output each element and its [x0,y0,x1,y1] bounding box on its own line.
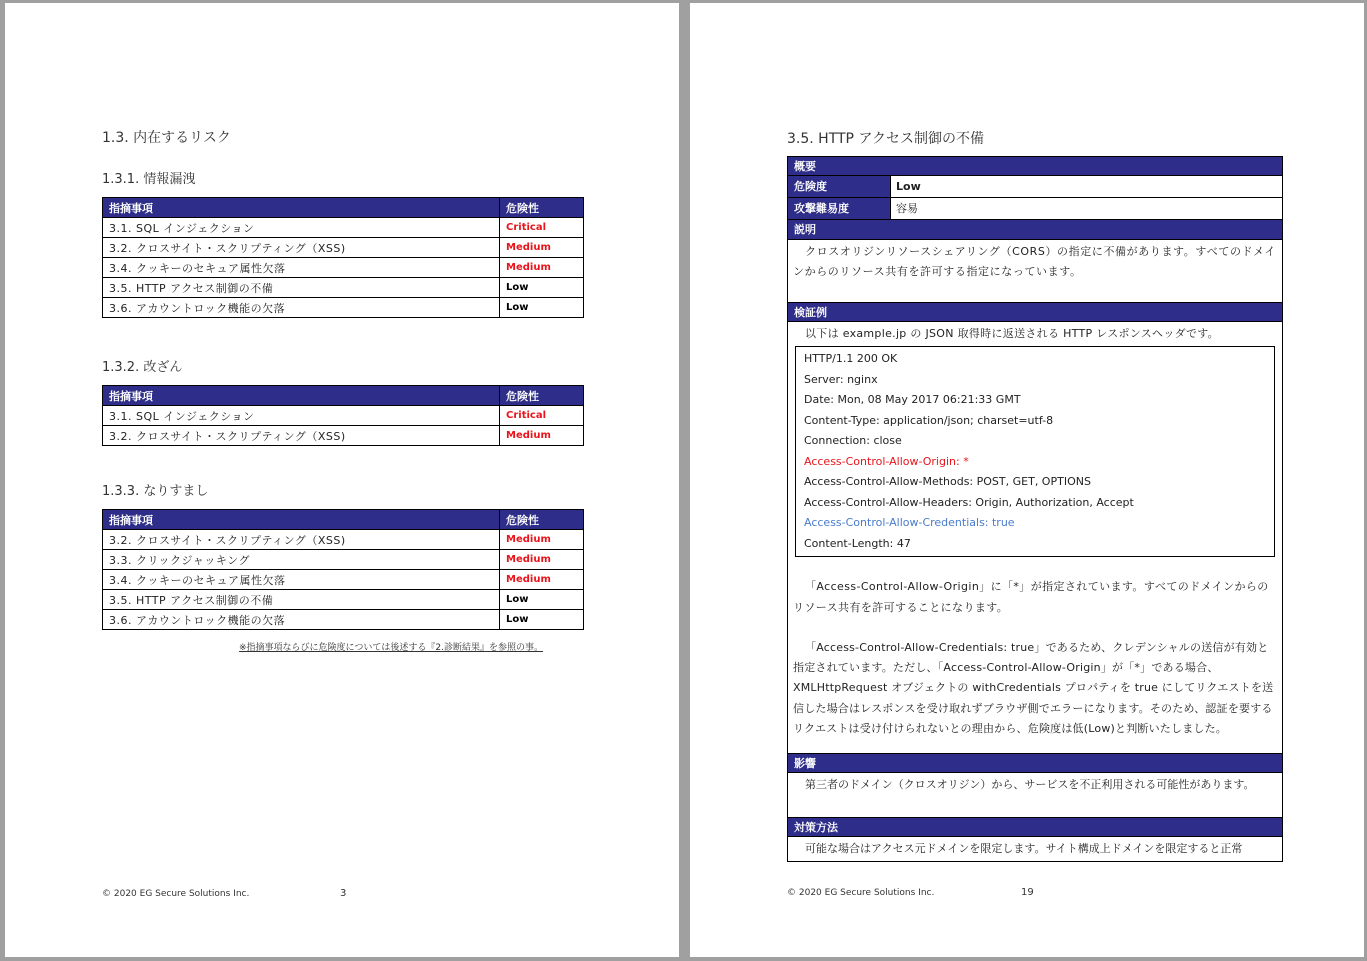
risk-row [787,176,1283,198]
table-row [103,238,584,258]
item-cell: 3.4. クッキーのセキュア属性欠落 [103,570,500,590]
finding-detail [787,156,1283,862]
risk-cell: Medium [500,426,584,446]
risk-cell: Medium [500,238,584,258]
code-line: Date: Mon, 08 May 2017 06:21:33 GMT [804,393,1021,407]
item-cell: 3.2. クロスサイト・スクリプティング（XSS) [103,530,500,550]
reference-note: ※指摘事項ならびに危険度については後述する『2.診断結果』を参照の事。 [239,643,543,653]
subsection-title-leak: 1.3.1. 情報漏洩 [102,172,196,187]
difficulty-label: 攻撃難易度 [788,198,891,219]
explanation-paragraph-1: 「Access-Control-Allow-Origin」に「*」が指定されています。すべてのドメインからのリソース共有を許可することになります。 [793,580,1269,614]
page-number: 3 [340,888,347,899]
code-line: Content-Type: application/json; charset=utf-8 [804,413,1054,427]
table-row [103,218,584,238]
risk-cell: Medium [500,550,584,570]
item-cell: 3.5. HTTP アクセス制御の不備 [103,590,500,610]
description-text: クロスオリジンリソースシェアリング（CORS）の指定に不備があります。すべてのドメインからのリソース共有を許可する指定になっています。 [787,240,1283,302]
risk-value: Low [896,180,921,193]
subsection-title-tamper: 1.3.2. 改ざん [102,360,183,375]
table-row [103,406,584,426]
difficulty-value: 容易 [896,202,918,215]
verification-section [787,322,1283,753]
subsection-title-spoof: 1.3.3. なりすまし [102,484,209,499]
code-line-highlight-origin: Access-Control-Allow-Origin: * [804,454,969,468]
item-cell: 3.4. クッキーのセキュア属性欠落 [103,258,500,278]
item-cell: 3.1. SQL インジェクション [103,218,500,238]
code-line: Access-Control-Allow-Methods: POST, GET, OPTIONS [804,475,1091,489]
table-row [103,550,584,570]
risk-cell: Low [500,610,584,630]
code-line: HTTP/1.1 200 OK [804,352,898,366]
page-number: 19 [1021,887,1034,898]
explanation-paragraph-2: 「Access-Control-Allow-Credentials: true」であるため、クレデンシャルの送信が有効と指定されています。ただし、「Access-Control-Allow-Origin」が「*」である場合、XMLHttpRequest オブジェクトの withCredentials プロパティを true にしてリクエストを送信した場合はレスポンスを受け取れずブラウザ側でエラーになります。そのため、認証を要するリクエストは受け付けられないとの理由から、危険度は低(Low)と判断いたしました。 [793,640,1274,736]
table-row [103,426,584,446]
item-cell: 3.6. アカウントロック機能の欠落 [103,610,500,630]
description-bar: 説明 [787,220,1283,240]
document-page-left [5,3,679,957]
countermeasure-bar: 対策方法 [787,817,1283,837]
header-risk: 危険性 [500,198,584,218]
item-cell: 3.3. クリックジャッキング [103,550,500,570]
table-row [103,570,584,590]
table-row [103,258,584,278]
table-row [103,610,584,630]
risk-cell: Critical [500,218,584,238]
document-page-right [690,3,1364,957]
risk-cell: Medium [500,530,584,550]
response-header-code [795,346,1275,557]
risk-cell: Low [500,278,584,298]
item-cell: 3.2. クロスサイト・スクリプティング（XSS) [103,426,500,446]
risk-cell: Critical [500,406,584,426]
countermeasure-text: 可能な場合はアクセス元ドメインを限定します。サイト構成上ドメインを限定すると正常 [787,837,1283,862]
footer-copyright: © 2020 EG Secure Solutions Inc. [787,888,935,898]
code-line: Content-Length: 47 [804,536,911,550]
header-item: 指摘事項 [103,386,500,406]
risk-cell: Low [500,298,584,318]
risk-cell: Medium [500,570,584,590]
verification-intro: 以下は example.jp の JSON 取得時に返送される HTTP レスポンスヘッダです。 [805,327,1219,340]
risk-label: 危険度 [788,176,891,197]
verification-bar: 検証例 [787,302,1283,322]
impact-text: 第三者のドメイン（クロスオリジン）から、サービスを不正利用される可能性があります。 [787,773,1283,817]
table-row [103,590,584,610]
code-line: Server: nginx [804,372,878,386]
item-cell: 3.1. SQL インジェクション [103,406,500,426]
section-heading: 1.3. 内在するリスク [102,130,231,146]
difficulty-row [787,198,1283,220]
risk-table-leak [102,197,584,318]
header-item: 指摘事項 [103,510,500,530]
code-line: Access-Control-Allow-Headers: Origin, Authorization, Accept [804,495,1134,509]
header-risk: 危険性 [500,386,584,406]
overview-bar: 概要 [787,156,1283,176]
impact-bar: 影響 [787,753,1283,773]
section-heading: 3.5. HTTP アクセス制御の不備 [787,131,985,147]
item-cell: 3.5. HTTP アクセス制御の不備 [103,278,500,298]
table-row [103,278,584,298]
item-cell: 3.6. アカウントロック機能の欠落 [103,298,500,318]
header-item: 指摘事項 [103,198,500,218]
risk-cell: Medium [500,258,584,278]
code-line-highlight-credentials: Access-Control-Allow-Credentials: true [804,516,1015,530]
footer-copyright: © 2020 EG Secure Solutions Inc. [102,889,250,899]
header-risk: 危険性 [500,510,584,530]
risk-cell: Low [500,590,584,610]
table-row [103,530,584,550]
risk-table-spoof [102,509,584,630]
item-cell: 3.2. クロスサイト・スクリプティング（XSS) [103,238,500,258]
risk-table-tamper [102,385,584,446]
code-line: Connection: close [804,434,902,448]
table-row [103,298,584,318]
